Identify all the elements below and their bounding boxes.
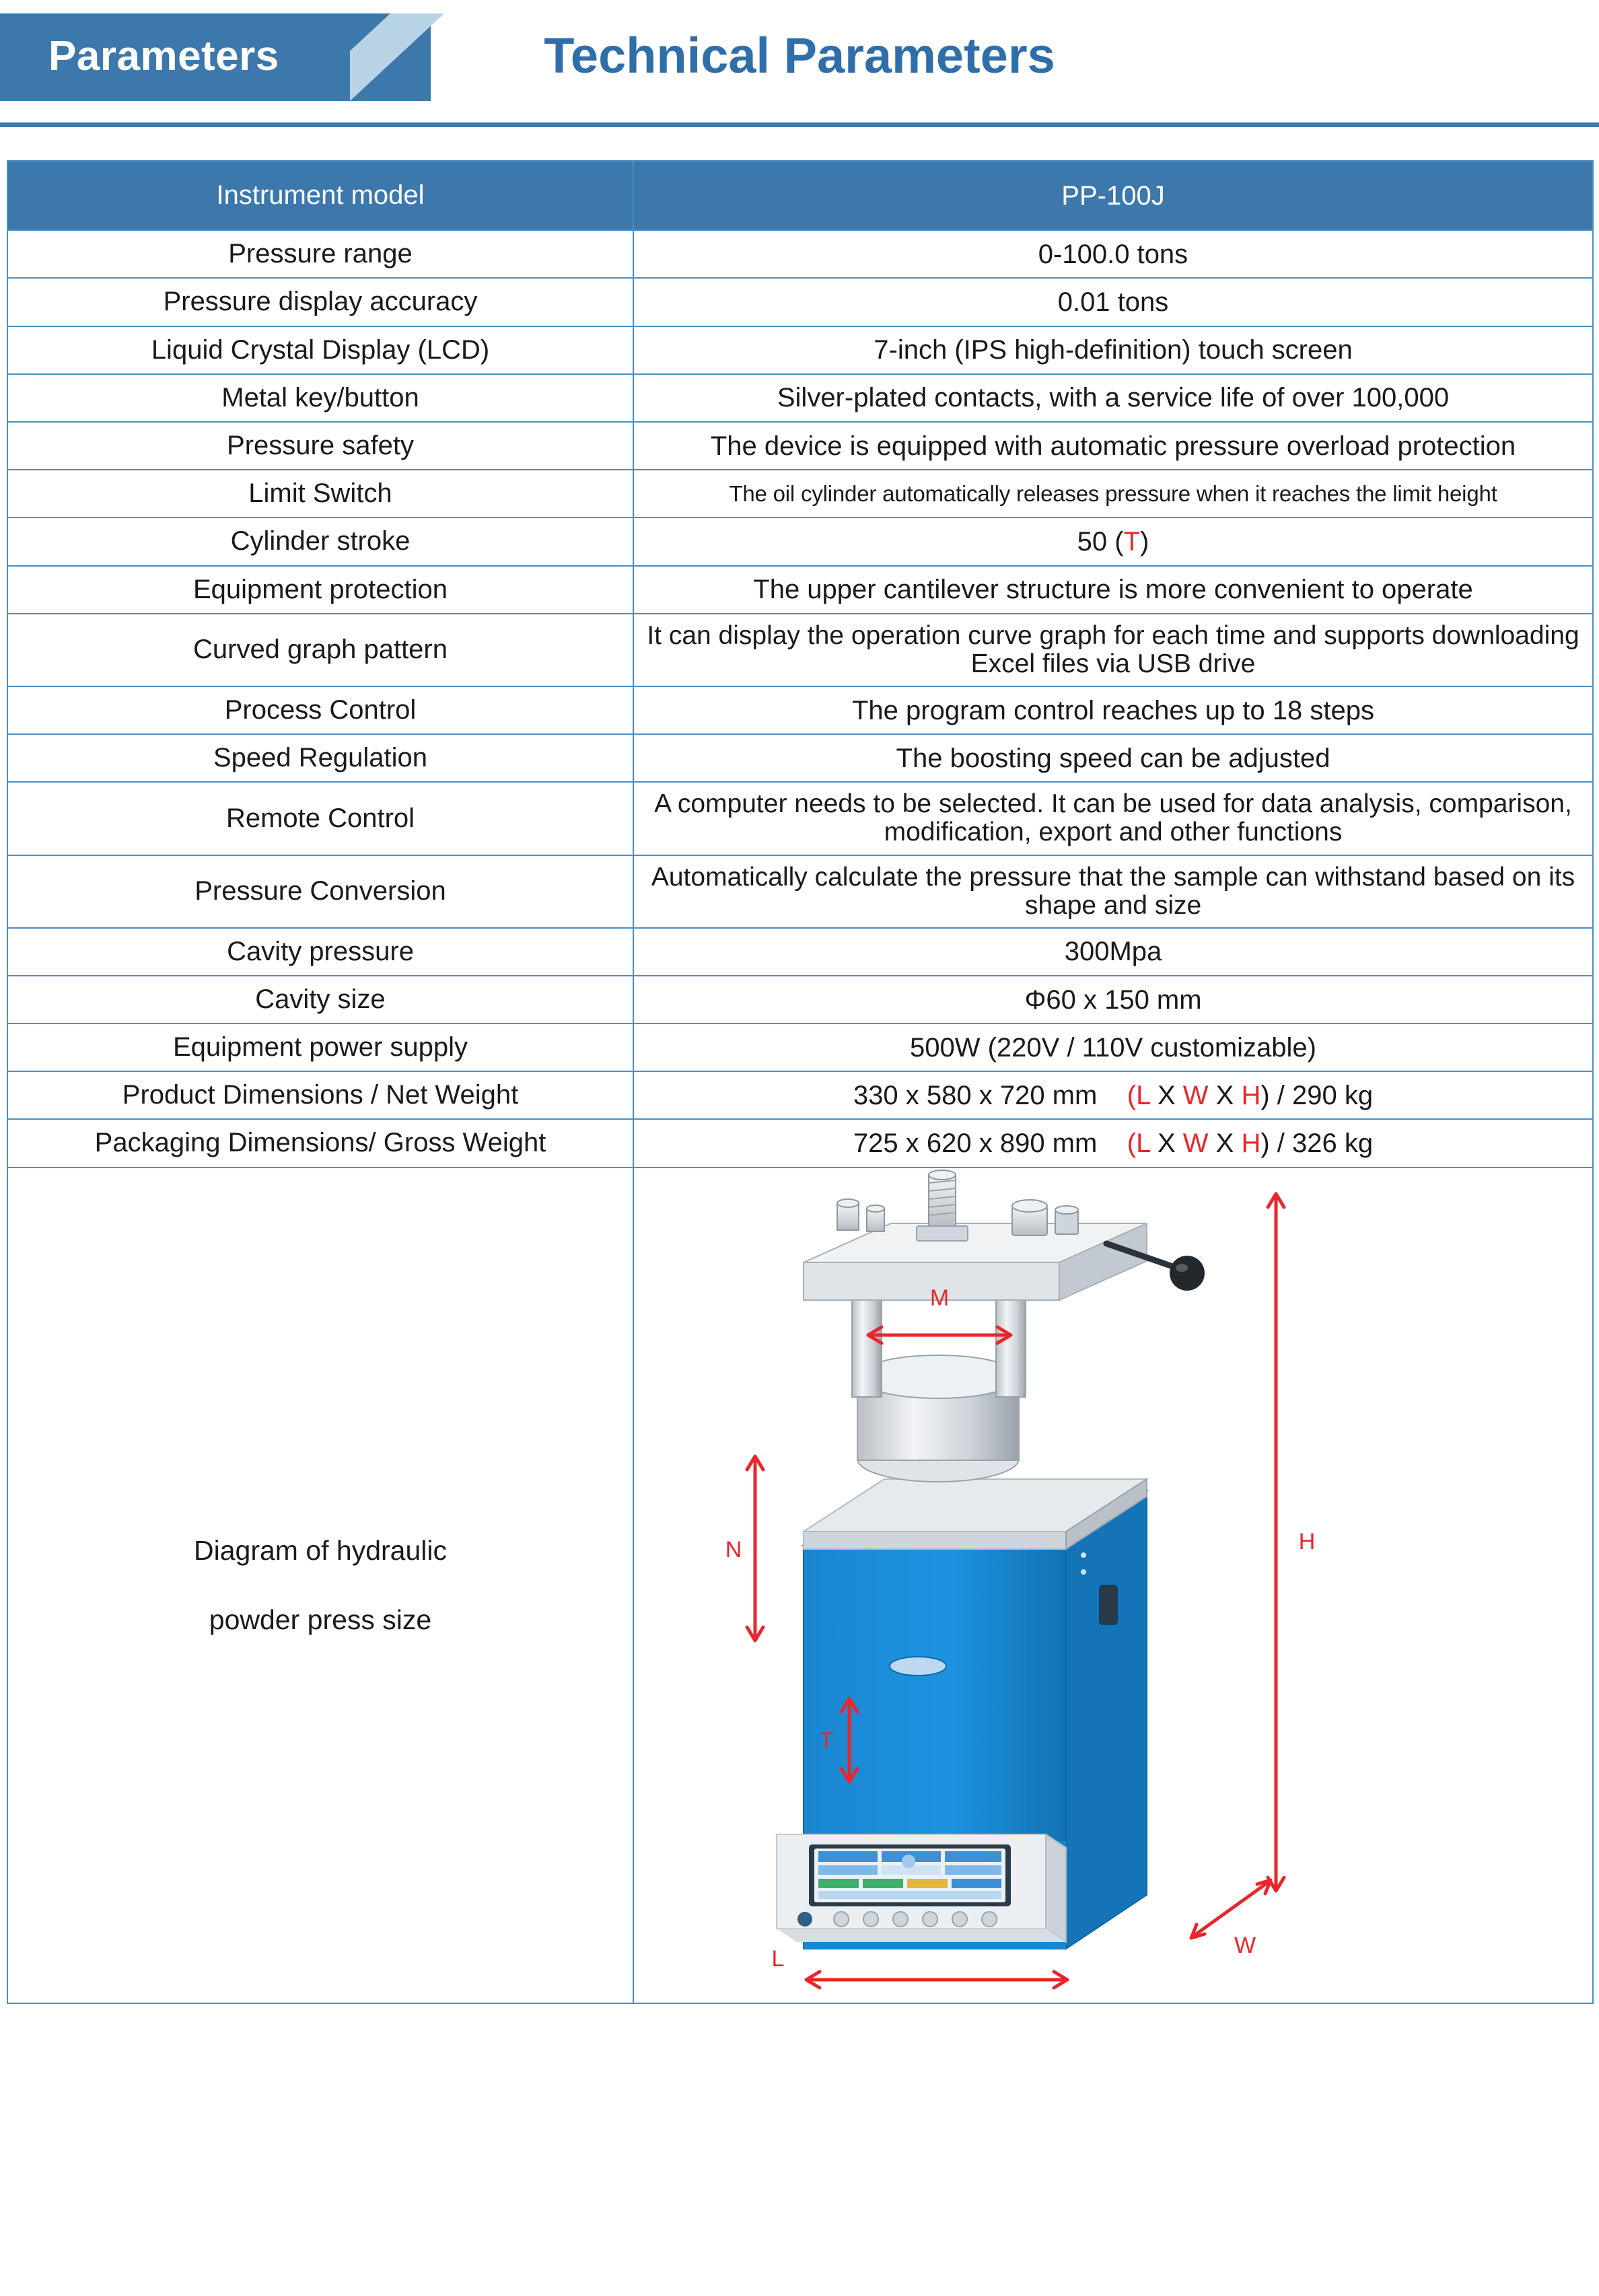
table-row	[7, 976, 1593, 1024]
product-formula-close: )	[1260, 1080, 1270, 1110]
row-value	[634, 519, 1592, 565]
product-x2: X	[1208, 1080, 1242, 1110]
dim-letter-l: L	[771, 1945, 785, 1972]
packaging-x1: X	[1149, 1128, 1183, 1159]
row-label: Pressure Conversion	[194, 876, 446, 906]
row-value	[634, 1073, 1592, 1118]
table-row	[7, 782, 1593, 855]
row-value: The upper cantilever structure is more convenient to operate	[753, 575, 1473, 605]
packaging-size: 725 x 620 x 890 mm	[853, 1128, 1098, 1159]
diagram-caption-line2: powder press size	[209, 1604, 432, 1635]
row-label: Limit Switch	[248, 478, 392, 509]
cylinder-stroke-letter: T	[1123, 526, 1141, 557]
row-label: Packaging Dimensions/ Gross Weight	[94, 1128, 546, 1158]
cylinder-stroke-suffix: )	[1140, 526, 1149, 557]
row-label: Remote Control	[225, 803, 415, 833]
dim-letter-n: N	[725, 1536, 742, 1563]
packaging-letter-l: L	[1136, 1128, 1150, 1159]
dim-letter-h: H	[1298, 1528, 1316, 1554]
row-value: The device is equipped with automatic pressure overload protection	[710, 431, 1516, 461]
table-row	[7, 230, 1593, 278]
row-value: 0-100.0 tons	[1038, 239, 1188, 269]
row-value: 0.01 tons	[1057, 287, 1169, 317]
row-label: Cavity size	[255, 984, 386, 1014]
row-value: A computer needs to be selected. It can be used for data analysis, comparison, modification, export and other functions	[654, 789, 1572, 847]
row-label: Equipment power supply	[172, 1032, 468, 1063]
row-value	[634, 1120, 1592, 1166]
row-label: Pressure range	[228, 239, 413, 269]
product-size: 330 x 580 x 720 mm	[853, 1080, 1098, 1110]
row-label: Liquid Crystal Display (LCD)	[151, 334, 490, 365]
row-value: The oil cylinder automatically releases pressure when it reaches the limit height	[729, 480, 1497, 506]
packaging-formula-close: )	[1260, 1128, 1270, 1159]
table-row	[7, 326, 1593, 374]
diagram-caption	[8, 1516, 633, 1654]
table-row	[7, 374, 1593, 422]
row-label: Cylinder stroke	[230, 526, 411, 557]
row-value: 7-inch (IPS high-definition) touch screen	[874, 335, 1353, 365]
page-header	[0, 0, 1599, 132]
header-label-instrument-model: Instrument model	[216, 180, 425, 210]
hydraulic-press-diagram	[634, 1168, 1592, 2003]
packaging-formula-open: (	[1127, 1128, 1137, 1159]
product-letter-w: W	[1182, 1080, 1209, 1110]
parameters-tab-label: Parameters	[48, 33, 279, 79]
row-label: Pressure display accuracy	[163, 287, 478, 317]
row-label: Curved graph pattern	[192, 635, 448, 665]
row-value: 500W (220V / 110V customizable)	[909, 1032, 1316, 1063]
table-row	[7, 517, 1593, 565]
table-row-packaging-dimensions	[7, 1119, 1593, 1167]
parameters-table	[7, 160, 1594, 2004]
header-value-instrument-model: PP-100J	[1061, 180, 1165, 211]
packaging-weight: / 326 kg	[1269, 1128, 1374, 1159]
product-letter-l: L	[1136, 1080, 1150, 1110]
table-row	[7, 686, 1593, 734]
row-label: Cavity pressure	[227, 936, 414, 966]
packaging-x2: X	[1208, 1128, 1242, 1159]
row-value: Φ60 x 150 mm	[1024, 984, 1202, 1015]
row-label: Speed Regulation	[213, 743, 428, 773]
table-row	[7, 278, 1593, 326]
table-row	[7, 855, 1593, 928]
packaging-letter-h: H	[1241, 1128, 1261, 1159]
row-label: Metal key/button	[221, 382, 419, 412]
table-header-row	[7, 161, 1593, 230]
row-label: Equipment protection	[192, 574, 448, 604]
packaging-letter-w: W	[1182, 1128, 1209, 1159]
product-x1: X	[1149, 1080, 1183, 1110]
table-row-product-dimensions	[7, 1071, 1593, 1119]
diagram-caption-line1: Diagram of hydraulic	[194, 1535, 447, 1567]
row-value: 300Mpa	[1064, 937, 1162, 967]
row-label: Process Control	[224, 694, 417, 725]
product-letter-h: H	[1241, 1080, 1261, 1110]
product-formula-open: (	[1127, 1080, 1137, 1110]
header-divider	[0, 122, 1599, 127]
row-label: Pressure safety	[227, 430, 414, 460]
dim-letter-t: T	[819, 1727, 834, 1754]
table-row	[7, 470, 1593, 517]
dim-letter-m: M	[929, 1285, 950, 1311]
press-illustration	[634, 1168, 1592, 2003]
row-value: The boosting speed can be adjusted	[896, 743, 1330, 773]
table-row	[7, 928, 1593, 976]
page-title: Technical Parameters	[544, 28, 1055, 83]
dim-letter-w: W	[1234, 1932, 1256, 1958]
cylinder-stroke-prefix: 50 (	[1077, 526, 1124, 557]
row-value: Silver-plated contacts, with a service life of over 100,000	[777, 383, 1450, 413]
table-row	[7, 566, 1593, 614]
table-row	[7, 422, 1593, 470]
row-value: The program control reaches up to 18 steps	[852, 695, 1374, 725]
row-value: Automatically calculate the pressure that the sample can withstand based on its shape and size	[651, 862, 1575, 920]
table-row	[7, 1024, 1593, 1071]
product-weight: / 290 kg	[1269, 1080, 1374, 1110]
table-row	[7, 614, 1593, 686]
row-value: It can display the operation curve graph for each time and supports downloading Excel files via USB drive	[647, 620, 1579, 678]
table-row-diagram	[7, 1168, 1593, 2003]
row-label: Product Dimensions / Net Weight	[122, 1080, 519, 1110]
table-row	[7, 734, 1593, 782]
